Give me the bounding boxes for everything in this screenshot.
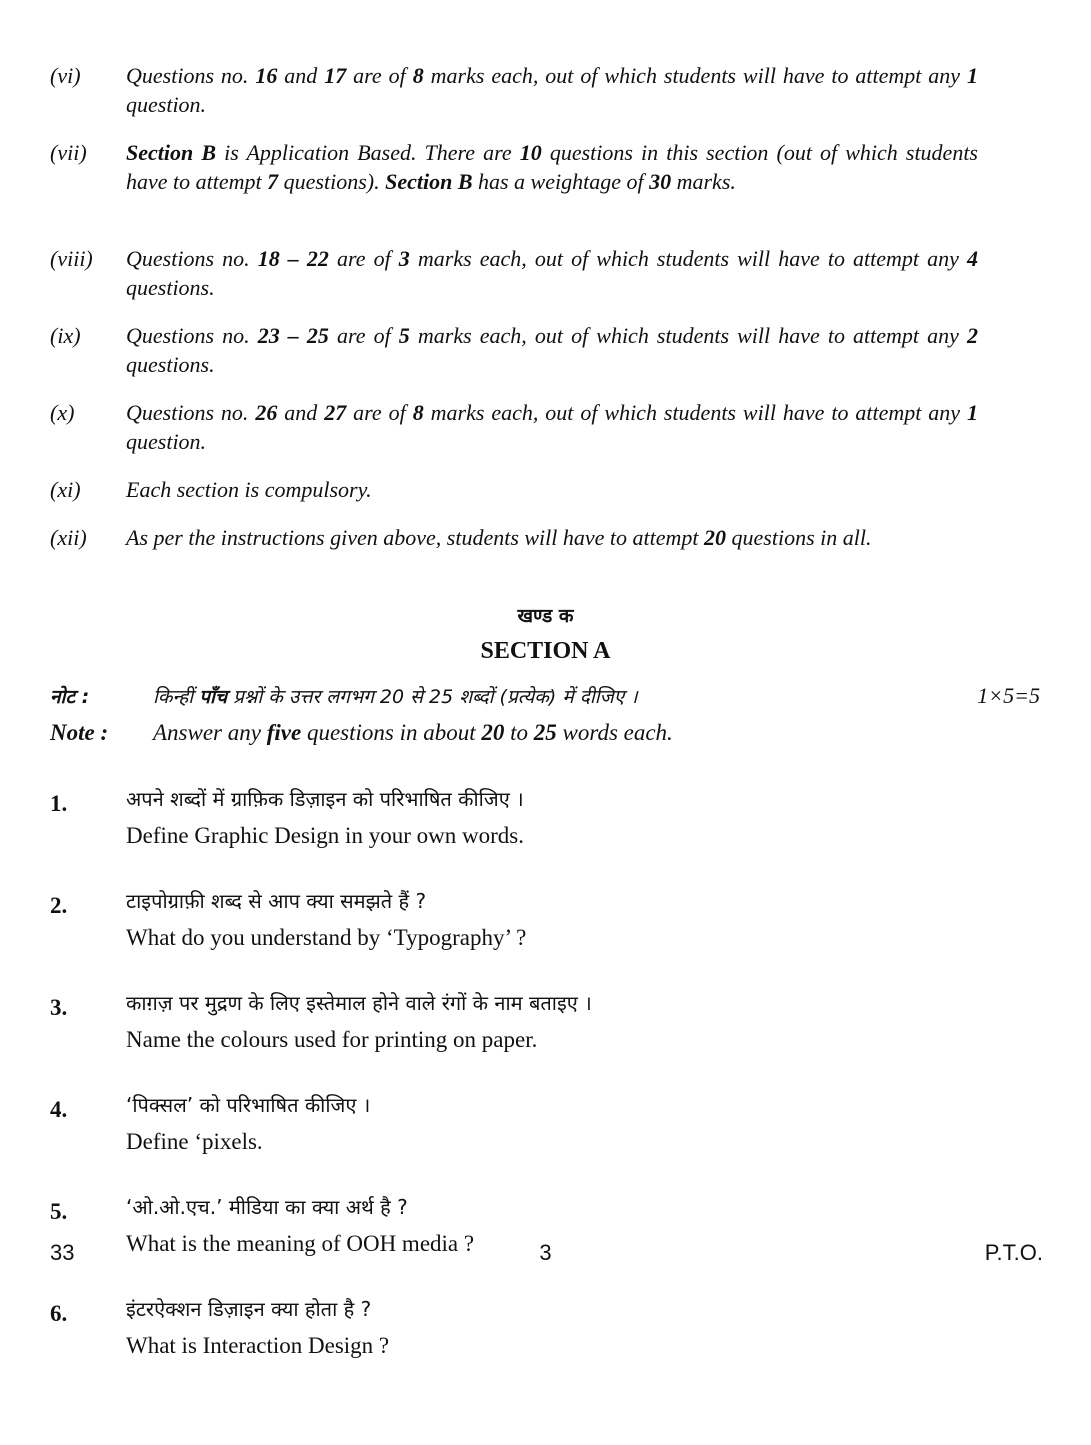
question-number: 4. bbox=[50, 1097, 68, 1122]
instruction-number: (ix) bbox=[50, 323, 81, 348]
note-hindi bbox=[50, 683, 1040, 713]
marks-allocation: 1×5=5 bbox=[977, 683, 1040, 708]
paper-code: 33 bbox=[50, 1240, 75, 1265]
question-text-hindi: इंटरऐक्शन डिज़ाइन क्या होता है ? bbox=[126, 1297, 372, 1321]
note-text-part: प्रश्नों के उत्तर लगभग 20 से 25 शब्दों (प्रत्येक) में दीजिए । bbox=[227, 686, 638, 708]
instruction-item bbox=[50, 244, 980, 304]
question-text-hindi: ‘ओ.ओ.एच.’ मीडिया का क्या अर्थ है ? bbox=[126, 1195, 408, 1219]
question-number: 2. bbox=[50, 893, 68, 918]
instruction-text: Questions no. 26 and 27 are of 8 marks each, out of which students will have to attempt any 1 question. bbox=[126, 400, 979, 454]
page-number: 3 bbox=[539, 1240, 552, 1265]
instruction-text: Questions no. 16 and 17 are of 8 marks each, out of which students will have to attempt any 1 question. bbox=[126, 63, 979, 117]
note-text-part: questions in about bbox=[301, 720, 482, 745]
instruction-number: (vi) bbox=[50, 63, 81, 88]
question-number: 5. bbox=[50, 1199, 68, 1224]
note-text-bold: पाँच bbox=[199, 686, 228, 708]
note-text-part: किन्हीं bbox=[153, 686, 200, 708]
instruction-item bbox=[50, 321, 980, 381]
question-item bbox=[50, 887, 1040, 957]
instruction-text: Questions no. 18 – 22 are of 3 marks each, out of which students will have to attempt any 4 questions. bbox=[126, 246, 978, 300]
instruction-text: Section B is Application Based. There are 10 questions in this section (out of which students have to attempt 7 questions). Section B has a weightage of 30 marks. bbox=[126, 140, 978, 194]
question-text-english: Define ‘pixels. bbox=[126, 1129, 263, 1154]
question-text-english: What is Interaction Design ? bbox=[126, 1333, 390, 1358]
question-text-hindi: अपने शब्दों में ग्राफ़िक डिज़ाइन को परिभाषित कीजिए । bbox=[126, 787, 524, 811]
question-item bbox=[50, 1091, 1040, 1161]
note-text-part: words each. bbox=[556, 720, 673, 745]
section-title-hindi: खण्ड क bbox=[517, 605, 574, 627]
question-text-hindi: टाइपोग्राफ़ी शब्द से आप क्या समझते हैं ? bbox=[126, 889, 427, 913]
instruction-number: (vii) bbox=[50, 140, 87, 165]
instruction-text: As per the instructions given above, students will have to attempt 20 questions in all. bbox=[126, 525, 872, 550]
question-text-english: Name the colours used for printing on paper. bbox=[126, 1027, 538, 1052]
question-item bbox=[50, 989, 1040, 1059]
instruction-text: Questions no. 23 – 25 are of 5 marks each, out of which students will have to attempt any 2 questions. bbox=[126, 323, 978, 377]
question-text-hindi: काग़ज़ पर मुद्रण के लिए इस्तेमाल होने वाले रंगों के नाम बताइए । bbox=[126, 991, 592, 1015]
note-text-hindi bbox=[153, 683, 638, 709]
note-label-english: Note : bbox=[50, 720, 109, 745]
note-text-part: to bbox=[504, 720, 534, 745]
note-english bbox=[50, 720, 1040, 750]
instruction-number: (xii) bbox=[50, 525, 87, 550]
note-label-hindi: नोट : bbox=[50, 686, 90, 708]
question-number: 6. bbox=[50, 1301, 68, 1326]
question-item bbox=[50, 785, 1040, 855]
instruction-text: Each section is compulsory. bbox=[126, 477, 372, 502]
note-text-english bbox=[153, 720, 673, 746]
note-text-bold: 20 bbox=[481, 720, 505, 745]
question-item bbox=[50, 1295, 1040, 1365]
instruction-item bbox=[50, 398, 980, 458]
question-number: 3. bbox=[50, 995, 68, 1020]
question-text-english: What is the meaning of OOH media ? bbox=[126, 1231, 475, 1256]
instruction-number: (xi) bbox=[50, 477, 81, 502]
question-text-english: Define Graphic Design in your own words. bbox=[126, 823, 524, 848]
instruction-item bbox=[50, 523, 980, 583]
question-text-hindi: ‘पिक्सल’ को परिभाषित कीजिए । bbox=[126, 1093, 371, 1117]
question-text-english: What do you understand by ‘Typography’ ? bbox=[126, 925, 527, 950]
note-text-part: Answer any bbox=[153, 720, 267, 745]
question-number: 1. bbox=[50, 791, 68, 816]
instruction-number: (viii) bbox=[50, 246, 93, 271]
instruction-item bbox=[50, 475, 980, 505]
note-text-bold: 25 bbox=[533, 720, 557, 745]
note-text-bold: five bbox=[266, 720, 302, 745]
section-title-english: SECTION A bbox=[480, 638, 611, 664]
instruction-item bbox=[50, 61, 980, 121]
pto-label: P.T.O. bbox=[984, 1240, 1043, 1265]
instruction-number: (x) bbox=[50, 400, 75, 425]
instruction-item bbox=[50, 138, 980, 226]
